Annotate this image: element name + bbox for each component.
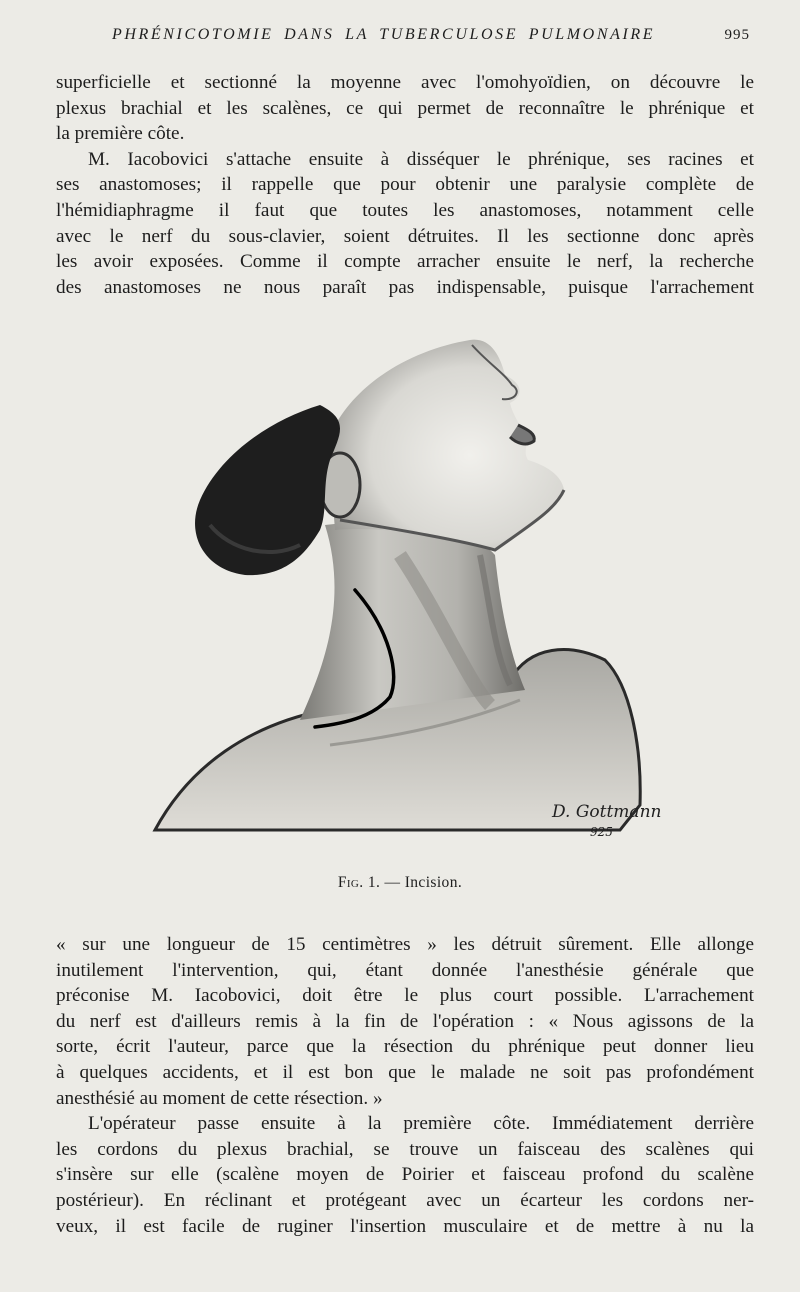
text-line: l'hémidiaphragme il faut que toutes les anastomoses, notamment celle [56,199,754,221]
text-block-bottom [56,932,754,1239]
text-line: sorte, écrit l'auteur, parce que la résection du phrénique peut donner lieu [56,1036,754,1058]
text-line: inutilement l'intervention, qui, étant donnée l'anesthésie générale que [56,959,754,981]
text-line: s'insère sur elle (scalène moyen de Poirier et faisceau profond du scalène [56,1164,754,1186]
text-line: postérieur). En réclinant et protégeant avec un écarteur les cordons ner- [56,1189,754,1211]
text-line: M. Iacobovici s'attache ensuite à disséquer le phrénique, ses racines et [88,148,754,170]
neck-incision-drawing [150,325,662,850]
text-line: préconise M. Iacobovici, doit être le plus court possible. L'arrachement [56,985,754,1007]
caption-separator: — [384,874,401,891]
text-line: la première côte. [56,123,185,145]
figure-caption [0,874,800,892]
figure-illustration [150,325,662,850]
text-line: du nerf est d'ailleurs remis à la fin de l'opération : « Nous agissons de la [56,1010,754,1032]
caption-label: Fig. 1. [337,874,381,891]
text-line: avec le nerf du sous-clavier, soient détruites. Il les sectionne donc après [56,225,754,247]
paragraph [56,932,754,1111]
text-line: veux, il est facile de ruginer l'insertion musculaire et de mettre à nu la [56,1215,754,1237]
paragraph [56,147,754,301]
text-block-top [56,70,754,300]
text-line: à quelques accidents, et il est bon que le malade ne soit pas profondément [56,1061,754,1083]
page-number: 995 [724,27,750,43]
running-title: PHRÉNICOTOMIE DANS LA TUBERCULOSE PULMONAIRE [112,26,656,43]
running-head [100,26,760,50]
text-line: L'opérateur passe ensuite à la première côte. Immédiatement derrière [88,1113,754,1135]
paragraph [56,1111,754,1239]
text-line: ses anastomoses; il rappelle que pour obtenir une paralysie complète de [56,174,754,196]
text-line: « sur une longueur de 15 centimètres » les détruit sûrement. Elle allonge [56,934,754,955]
text-line: plexus brachial et les scalènes, ce qui permet de reconnaître le phrénique et [56,97,754,119]
text-line: des anastomoses ne nous paraît pas indispensable, puisque l'arrachement [56,276,754,298]
signature-date: 925 [590,825,613,839]
text-line: les avoir exposées. Comme il compte arracher ensuite le nerf, la recherche [56,251,754,273]
hair [195,405,340,575]
text-line: superficielle et sectionné la moyenne avec l'omohyoïdien, on découvre le [56,72,754,93]
text-line: les cordons du plexus brachial, se trouve un faisceau des scalènes qui [56,1138,754,1160]
caption-text: Incision. [404,874,463,891]
artist-signature [551,802,661,839]
paragraph [56,70,754,147]
text-line: anesthésié au moment de cette résection. » [56,1087,383,1109]
signature-text: D. Gottmann [552,802,662,822]
